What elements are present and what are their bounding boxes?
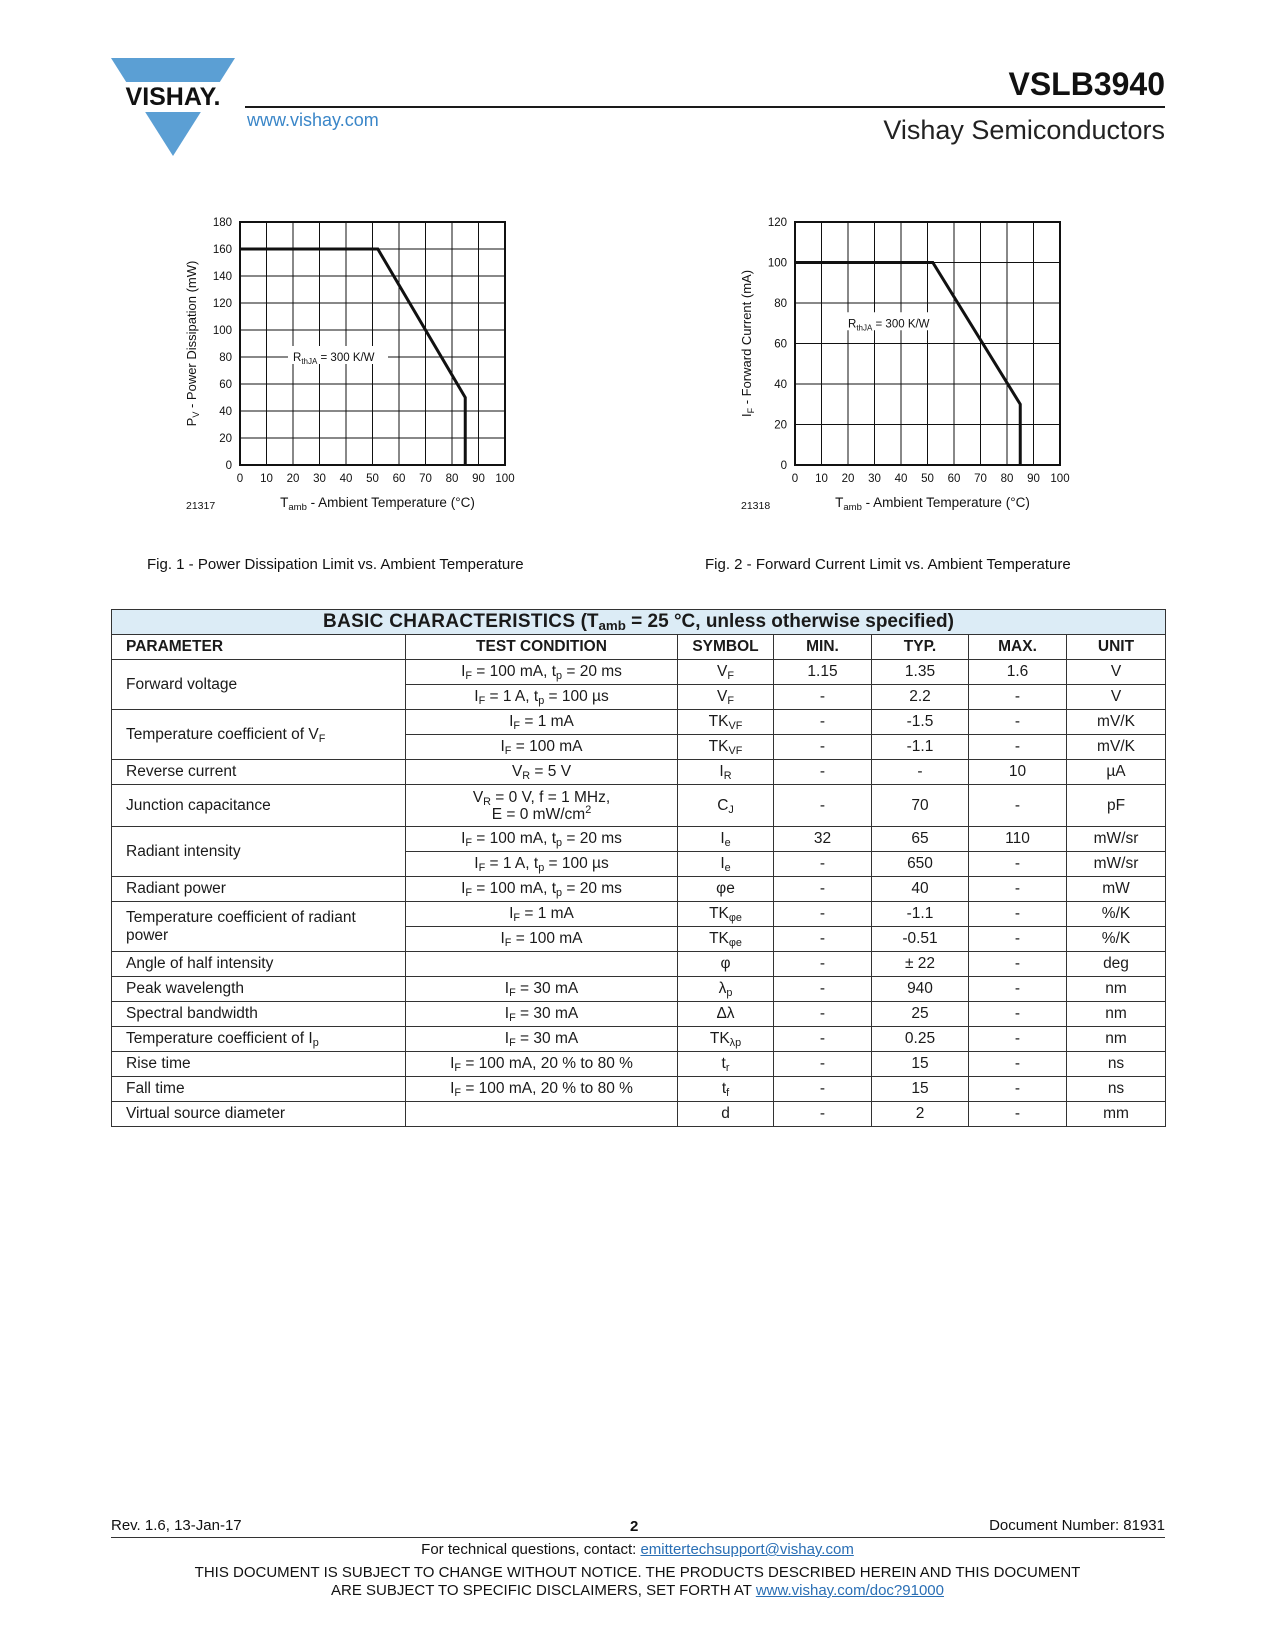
table-row (112, 827, 1166, 852)
cell-cond: $I_F = 1$ mA (406, 710, 678, 735)
figure-2-caption: Fig. 2 - Forward Current Limit vs. Ambient Temperature (705, 556, 1071, 573)
power-dissipation-chart (180, 210, 540, 530)
cell-cond: $I_F = 30$ mA (406, 977, 678, 1002)
cell-cond (406, 952, 678, 977)
cell-unit: mV/K (1067, 735, 1166, 760)
page-number: 2 (630, 1518, 639, 1535)
cell-unit: mW (1067, 877, 1166, 902)
cell-unit: %/K (1067, 902, 1166, 927)
col-header-unit: UNIT (1067, 635, 1166, 660)
chart2-xtick-1: 10 (815, 473, 828, 485)
chart1-xtick-2: 20 (286, 473, 300, 485)
power-dissipation-plot (180, 210, 540, 530)
table-row (112, 1027, 1166, 1052)
cell-max: 110 (969, 827, 1067, 852)
cell-min: - (774, 1052, 872, 1077)
cell-cond: $I_F = 100$ mA, $t_p = 20$ ms (406, 877, 678, 902)
cell-typ: 1.35 (872, 660, 969, 685)
chart1-xtick-3: 30 (313, 473, 326, 485)
contact-email-link[interactable]: emittertechsupport@vishay.com (640, 1541, 854, 1558)
chart1-xtick-1: 10 (260, 473, 273, 485)
cell-typ: -1.5 (872, 710, 969, 735)
cell-typ: 650 (872, 852, 969, 877)
cell-unit: deg (1067, 952, 1166, 977)
cell-sym: $C_J$ (678, 785, 774, 827)
cell-cond: $I_F = 1$ A, $t_p = 100$ µs (406, 852, 678, 877)
cell-parameter: Forward voltage (112, 660, 406, 710)
cell-typ: -1.1 (872, 735, 969, 760)
cell-typ: 70 (872, 785, 969, 827)
cell-parameter: Junction capacitance (112, 785, 406, 827)
table-row (112, 902, 1166, 927)
cell-sym: $TK_{\varphi e}$ (678, 927, 774, 952)
cell-parameter: Temperature coefficient of radiant power (112, 902, 406, 952)
table-row (112, 1052, 1166, 1077)
chart2-series-0 (795, 263, 1020, 466)
cell-min: - (774, 927, 872, 952)
chart1-ytick-6: 120 (212, 298, 232, 310)
cell-max: - (969, 852, 1067, 877)
header-rule (245, 106, 1165, 108)
document-number: Document Number: 81931 (989, 1517, 1165, 1534)
cell-max: - (969, 1102, 1067, 1127)
cell-sym: Δλ (678, 1002, 774, 1027)
cell-unit: V (1067, 660, 1166, 685)
chart2-annotation: $R_{thJA} = 300$ K/W (848, 318, 930, 333)
chart2-ytick-1: 20 (774, 419, 787, 432)
cell-max: - (969, 710, 1067, 735)
disclaimer-line-1: THIS DOCUMENT IS SUBJECT TO CHANGE WITHOUT NOTICE. THE PRODUCTS DESCRIBED HEREIN AND THIS DOCUMENT (194, 1564, 1081, 1581)
chart1-ylabel: $P_V$ - Power Dissipation (mW) (184, 260, 201, 427)
cell-typ: -1.1 (872, 902, 969, 927)
revision-text: Rev. 1.6, 13-Jan-17 (111, 1517, 242, 1534)
cell-unit: pF (1067, 785, 1166, 827)
table-body (112, 660, 1166, 1127)
company-name: Vishay Semiconductors (883, 115, 1165, 145)
cell-parameter: Reverse current (112, 760, 406, 785)
cell-unit: %/K (1067, 927, 1166, 952)
col-header-parameter: PARAMETER (112, 635, 406, 660)
cell-cond: $I_F = 100$ mA, $t_p = 20$ ms (406, 660, 678, 685)
col-header-symbol: SYMBOL (678, 635, 774, 660)
cell-cond: $I_F = 30$ mA (406, 1027, 678, 1052)
cell-min: - (774, 685, 872, 710)
cell-cond: $I_F = 1$ mA (406, 902, 678, 927)
vishay-logo (111, 58, 235, 158)
table-row (112, 1002, 1166, 1027)
cell-max: 1.6 (969, 660, 1067, 685)
cell-max: - (969, 927, 1067, 952)
cell-min: - (774, 952, 872, 977)
cell-sym: φe (678, 877, 774, 902)
chart1-xtick-7: 70 (419, 473, 432, 485)
cell-min: 1.15 (774, 660, 872, 685)
disclaimer-line-2 (0, 1582, 1275, 1599)
table-row (112, 660, 1166, 685)
cell-typ: 15 (872, 1077, 969, 1102)
cell-cond (406, 1102, 678, 1127)
part-number: VSLB3940 (1008, 66, 1165, 102)
chart2-xtick-5: 50 (921, 473, 934, 485)
cell-min: 32 (774, 827, 872, 852)
table-title (112, 610, 1166, 635)
cell-max: - (969, 952, 1067, 977)
cell-parameter: Virtual source diameter (112, 1102, 406, 1127)
cell-min: - (774, 785, 872, 827)
cell-parameter: Peak wavelength (112, 977, 406, 1002)
cell-typ: ± 22 (872, 952, 969, 977)
chart2-xtick-3: 30 (868, 473, 881, 485)
cell-parameter: Temperature coefficient of $V_F$ (112, 710, 406, 760)
cell-unit: nm (1067, 977, 1166, 1002)
cell-max: - (969, 1077, 1067, 1102)
cell-cond: $V_R = 5$ V (406, 760, 678, 785)
cell-cond: $V_R = 0$ V, f = 1 MHz, E = 0 $mW/cm^2$ (406, 785, 678, 827)
chart2-xtick-9: 90 (1027, 473, 1040, 485)
cell-unit: nm (1067, 1027, 1166, 1052)
chart2-ytick-5: 100 (767, 257, 787, 270)
chart2-ytick-6: 120 (767, 217, 787, 229)
cell-unit: mV/K (1067, 710, 1166, 735)
cell-min: - (774, 760, 872, 785)
chart1-xtick-6: 60 (392, 473, 406, 485)
chart1-ytick-1: 20 (219, 433, 232, 445)
chart2-xlabel: $T_{amb}$ - Ambient Temperature (°C) (835, 495, 1030, 513)
cell-typ: 0.25 (872, 1027, 969, 1052)
cell-min: - (774, 977, 872, 1002)
basic-characteristics-table (111, 609, 1166, 1127)
cell-unit: mW/sr (1067, 852, 1166, 877)
chart1-xtick-10: 100 (495, 473, 515, 485)
cell-cond: $I_F = 100$ mA (406, 735, 678, 760)
title-cond-sub: amb (598, 618, 626, 633)
chart2-figure-code: 21318 (741, 500, 771, 512)
chart2-xtick-2: 20 (841, 473, 855, 485)
chart1-xtick-5: 50 (366, 473, 379, 485)
chart2-xtick-0: 0 (791, 473, 799, 485)
cell-cond: $I_F = 100$ mA, $t_p = 20$ ms (406, 827, 678, 852)
title-cond-post: = 25 °C, unless otherwise specified) (625, 611, 954, 632)
cell-cond: $I_F = 100$ mA (406, 927, 678, 952)
chart1-xtick-4: 40 (339, 473, 353, 485)
cell-parameter: Fall time (112, 1077, 406, 1102)
table-row (112, 785, 1166, 827)
chart2-xtick-6: 60 (947, 473, 961, 485)
cell-cond: $I_F = 100$ mA, 20 % to 80 % (406, 1052, 678, 1077)
cell-min: - (774, 852, 872, 877)
cell-min: - (774, 710, 872, 735)
table-row (112, 977, 1166, 1002)
chart1-ytick-8: 160 (212, 244, 232, 256)
cell-parameter: Spectral bandwidth (112, 1002, 406, 1027)
cell-sym: $I_e$ (678, 827, 774, 852)
cell-unit: mW/sr (1067, 827, 1166, 852)
cell-sym: $I_R$ (678, 760, 774, 785)
chart1-annotation: $R_{thJA} = 300$ K/W (293, 352, 375, 366)
chart1-ytick-2: 40 (219, 406, 232, 418)
table-row (112, 710, 1166, 735)
disclaimer-link[interactable]: www.vishay.com/doc?91000 (755, 1582, 944, 1599)
cell-max: - (969, 977, 1067, 1002)
cell-max: - (969, 1002, 1067, 1027)
cell-max: - (969, 735, 1067, 760)
cell-cond: $I_F = 1$ A, $t_p = 100$ µs (406, 685, 678, 710)
col-header-test-condition: TEST CONDITION (406, 635, 678, 660)
cell-sym: φ (678, 952, 774, 977)
chart1-ytick-7: 140 (212, 271, 232, 283)
site-link[interactable]: www.vishay.com (247, 110, 379, 130)
title-cond-pre: (T (575, 611, 599, 632)
cell-min: - (774, 1102, 872, 1127)
cell-max: - (969, 1052, 1067, 1077)
cell-sym: $V_F$ (678, 660, 774, 685)
chart1-ytick-3: 60 (219, 379, 232, 391)
chart2-ylabel: $I_F$ - Forward Current (mA) (739, 269, 756, 418)
cell-typ: 65 (872, 827, 969, 852)
table-row (112, 1102, 1166, 1127)
cell-min: - (774, 877, 872, 902)
chart1-ytick-0: 0 (225, 460, 232, 472)
table-header-row (112, 635, 1166, 660)
cell-min: - (774, 735, 872, 760)
cell-unit: V (1067, 685, 1166, 710)
chart1-ytick-4: 80 (219, 352, 232, 364)
cell-max: 10 (969, 760, 1067, 785)
cell-sym: $TK_{\lambda p}$ (678, 1027, 774, 1052)
contact-prefix: For technical questions, contact: (421, 1541, 641, 1558)
cell-unit: ns (1067, 1077, 1166, 1102)
cell-typ: 25 (872, 1002, 969, 1027)
cell-min: - (774, 1027, 872, 1052)
cell-min: - (774, 1077, 872, 1102)
table-row (112, 952, 1166, 977)
chart1-xtick-8: 80 (445, 473, 459, 485)
cell-cond: $I_F = 100$ mA, 20 % to 80 % (406, 1077, 678, 1102)
chart1-ytick-9: 180 (212, 217, 232, 229)
chart2-ytick-4: 80 (774, 298, 787, 310)
chart2-xtick-10: 100 (1050, 473, 1070, 485)
cell-min: - (774, 902, 872, 927)
cell-sym: $V_F$ (678, 685, 774, 710)
cell-typ: 40 (872, 877, 969, 902)
col-header-max: MAX. (969, 635, 1067, 660)
cell-parameter: Angle of half intensity (112, 952, 406, 977)
cell-typ: 2 (872, 1102, 969, 1127)
chart2-xtick-8: 80 (1000, 473, 1014, 485)
chart2-ytick-2: 40 (774, 379, 787, 391)
cell-sym: $t_f$ (678, 1077, 774, 1102)
chart2-xtick-4: 40 (894, 473, 908, 485)
logo-text: VISHAY. (125, 83, 221, 111)
cell-sym: $\lambda_p$ (678, 977, 774, 1002)
forward-current-plot (735, 210, 1095, 530)
table-row (112, 760, 1166, 785)
contact-line (0, 1541, 1275, 1558)
cell-max: - (969, 685, 1067, 710)
chart1-xtick-9: 90 (472, 473, 485, 485)
cell-sym: d (678, 1102, 774, 1127)
chart1-xtick-0: 0 (236, 473, 244, 485)
chart2-xtick-7: 70 (974, 473, 987, 485)
chart2-ytick-0: 0 (780, 460, 787, 472)
cell-max: - (969, 785, 1067, 827)
footer-rule (111, 1537, 1165, 1538)
cell-sym: $TK_{VF}$ (678, 710, 774, 735)
forward-current-chart (735, 210, 1095, 530)
chart2-ytick-3: 60 (774, 338, 787, 351)
cell-typ: 940 (872, 977, 969, 1002)
cell-typ: 2.2 (872, 685, 969, 710)
cell-cond: $I_F = 30$ mA (406, 1002, 678, 1027)
cell-min: - (774, 1002, 872, 1027)
cell-max: - (969, 902, 1067, 927)
col-header-min: MIN. (774, 635, 872, 660)
cell-typ: - (872, 760, 969, 785)
table-title-condition (575, 611, 954, 632)
col-header-typ: TYP. (872, 635, 969, 660)
table-row (112, 1077, 1166, 1102)
cell-unit: nm (1067, 1002, 1166, 1027)
chart1-figure-code: 21317 (186, 500, 216, 512)
cell-max: - (969, 1027, 1067, 1052)
chart1-xlabel: $T_{amb}$ - Ambient Temperature (°C) (280, 495, 475, 513)
cell-unit: µA (1067, 760, 1166, 785)
cell-sym: $TK_{\varphi e}$ (678, 902, 774, 927)
cell-parameter: Radiant power (112, 877, 406, 902)
cell-typ: 15 (872, 1052, 969, 1077)
cell-sym: $TK_{VF}$ (678, 735, 774, 760)
cell-unit: mm (1067, 1102, 1166, 1127)
cell-sym: $I_e$ (678, 852, 774, 877)
cell-sym: $t_r$ (678, 1052, 774, 1077)
cell-parameter: Temperature coefficient of $I_p$ (112, 1027, 406, 1052)
cell-unit: ns (1067, 1052, 1166, 1077)
cell-max: - (969, 877, 1067, 902)
cell-parameter: Rise time (112, 1052, 406, 1077)
chart1-ytick-5: 100 (212, 325, 232, 337)
table-row (112, 877, 1166, 902)
figure-1-caption: Fig. 1 - Power Dissipation Limit vs. Ambient Temperature (147, 556, 524, 573)
cell-typ: -0.51 (872, 927, 969, 952)
cell-parameter: Radiant intensity (112, 827, 406, 877)
table-title-main: BASIC CHARACTERISTICS (323, 611, 576, 632)
disclaimer-prefix: ARE SUBJECT TO SPECIFIC DISCLAIMERS, SET FORTH AT (331, 1582, 756, 1599)
